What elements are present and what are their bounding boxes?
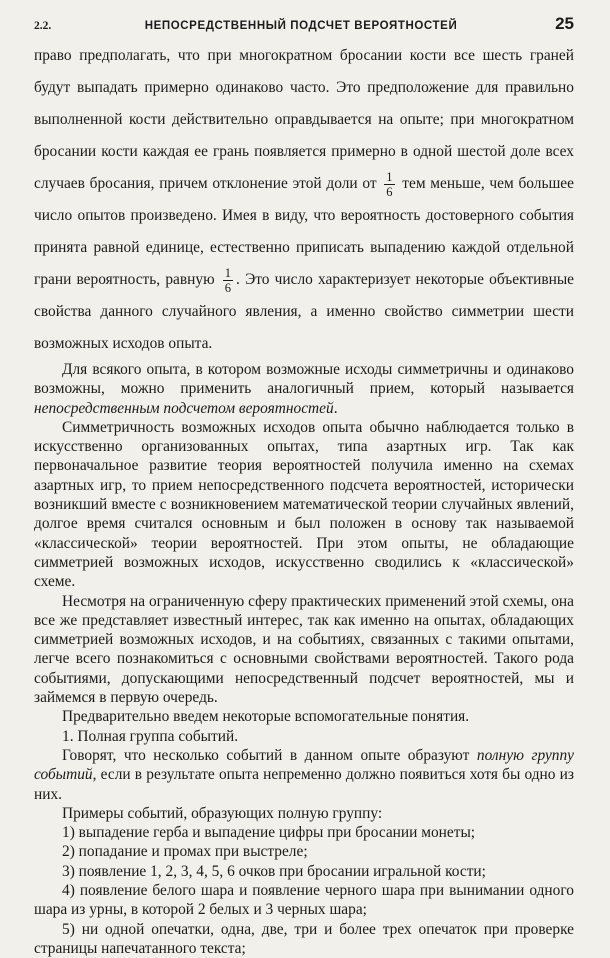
fraction-numerator: 1 [224, 265, 232, 280]
running-header [34, 14, 574, 40]
paragraph-4: Несмотря на ограниченную сферу практических применений этой схемы, она все же представляет известный интерес, так как именно на опытах, обладающих симметрией возможных исходов, и на событиях, связанных с такими опытами, легче всего познакомиться с основными свойствами вероятностей. Такого рода событиями, допускающими непосредственный подсчет вероятностей, мы и займемся в первую очередь. [34, 592, 574, 707]
paragraph-2-text-a: Для всякого опыта, в котором возможные исходы симметричны и одинаково возможны, можно применить аналогичный прием, который называется [34, 361, 574, 398]
paragraph-3: Симметричность возможных исходов опыта обычно наблюдается только в искусственно организованных опытах, типа азартных игр. Так как первоначальное развитие теория вероятностей получила именно на схемах азартных игр, то прием непосредственного подсчета вероятностей, исторически возникший вместе с возникновением математической теории случайных явлений, долгое время считался основным и был положен в основу так называемой «классической» теории вероятностей. При этом опыты, не обладающие симметрией возможных исходов, искусственно сводились к «классической» схеме. [34, 418, 574, 591]
fraction-denominator: 6 [224, 280, 232, 295]
paragraph-1-text-c: . Это число характеризует некоторые объективные свойства данного случайного явления, а именно свойство симметрии шести возможных исходов опыта. [34, 271, 574, 352]
page-number: 25 [555, 14, 574, 33]
section-number: 2.2. [34, 20, 52, 32]
paragraph-1-text-b: тем меньше, чем большее число опытов произведено. Имея в виду, что вероятность достоверного события принята равной единице, естественно приписать выпадению каждой отдельной грани вероятность, равную [34, 175, 574, 288]
paragraph-7-text-b: , если в результате опыта непременно должно появиться хотя бы одно из них. [34, 766, 574, 803]
paragraph-7-text-a: Говорят, что несколько событий в данном опыте образуют [62, 746, 470, 764]
page-body [34, 40, 574, 958]
paragraph-7 [34, 746, 574, 804]
list-item: 4) появление белого шара и появление черного шара при вынимании одного шара из урны, в которой 2 белых и 3 черных шара; [34, 882, 574, 919]
term-direct-counting: непосредственным подсчетом вероятностей [34, 399, 334, 417]
paragraph-5: Предварительно введем некоторые вспомогательные понятия. [62, 708, 470, 726]
list-item: 5) ни одной опечатки, одна, две, три и более трех опечаток при проверке страницы напечатанного текста; [34, 920, 574, 957]
list-item: 3) появление 1, 2, 3, 4, 5, 6 очков при бросании игральной кости; [62, 862, 486, 880]
fraction-numerator: 1 [386, 169, 393, 184]
paragraph-2 [34, 360, 574, 418]
paragraph-1 [34, 40, 574, 360]
list-item: 1) выпадение герба и выпадение цифры при бросании монеты; [62, 824, 476, 842]
fraction-one-sixth [384, 170, 394, 199]
paragraph-1-text-a: право предполагать, что при многократном бросании кости все шесть граней будут выпадать примерно одинаково часто. Это предположение для правильно выполненной кости действительно оправдывается на опыте; при многократном бросании кости каждая ее грань появляется примерно в одной шестой доле всех случаев бросания, причем отклонение этой доли от [34, 47, 574, 192]
paragraph-2-text-b: . [333, 399, 338, 417]
fraction-denominator: 6 [386, 184, 393, 199]
running-title: НЕПОСРЕДСТВЕННЫЙ ПОДСЧЕТ ВЕРОЯТНОСТЕЙ [144, 20, 458, 32]
list-item: 2) попадание и промах при выстреле; [62, 843, 308, 861]
subsection-heading: 1. Полная группа событий. [62, 727, 239, 745]
fraction-one-sixth-2 [223, 266, 233, 295]
term-full-group: полную группу событий [34, 746, 575, 784]
paragraph-8: Примеры событий, образующих полную группу: [62, 804, 383, 822]
